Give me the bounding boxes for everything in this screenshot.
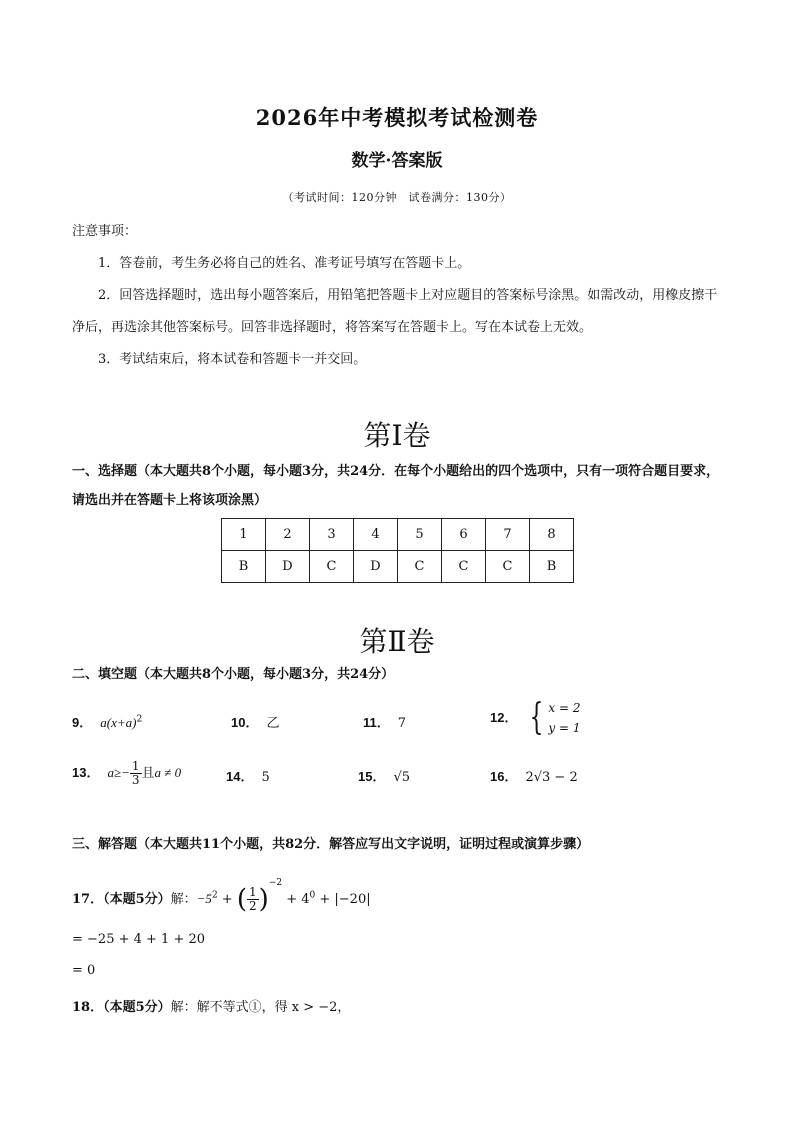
- expr-op: +: [217, 892, 237, 907]
- denominator: 3: [131, 773, 140, 787]
- question-number: 13．: [72, 765, 100, 780]
- q18-line: [72, 996, 350, 1015]
- fraction: [130, 760, 142, 787]
- table-cell: 6: [442, 519, 486, 551]
- q17-line: [72, 878, 371, 915]
- question-label: 18．（本题5分）: [72, 1000, 171, 1015]
- question-label: 17．（本题5分）: [72, 892, 171, 907]
- question-number: 14．: [226, 769, 254, 784]
- answer-table: [221, 518, 574, 583]
- fill-q12: [490, 698, 580, 738]
- table-cell: D: [354, 551, 398, 583]
- question-number: 12．: [490, 709, 518, 725]
- denominator: 2: [249, 899, 257, 913]
- paren-icon: ): [258, 884, 269, 915]
- fill-q10: [231, 712, 279, 731]
- exponent: −2: [268, 878, 283, 888]
- answer-text: 乙: [266, 716, 280, 731]
- fill-q11: [363, 712, 406, 731]
- q17-step-1: = −25 + 4 + 1 + 20: [72, 932, 206, 947]
- question-number: 15．: [358, 769, 386, 784]
- exponent: 0: [309, 890, 316, 901]
- table-cell: 7: [486, 519, 530, 551]
- fill-q9: [72, 712, 142, 731]
- question-number: 11．: [363, 715, 390, 730]
- answer-text: 7: [397, 716, 407, 731]
- question-number: 10．: [231, 715, 259, 730]
- fill-q16: [490, 766, 578, 785]
- answer-text: 解：解不等式①，得 x > −2，: [170, 1000, 351, 1015]
- notice-item-1: 1．答卷前，考生务必将自己的姓名、准考证号填写在答题卡上。: [98, 256, 471, 271]
- answer-text: a≥−: [107, 765, 130, 780]
- table-cell: 5: [398, 519, 442, 551]
- answer-text: 5: [261, 770, 270, 785]
- fraction: [247, 886, 259, 913]
- fill-q14: [226, 766, 270, 785]
- brace-icon: {: [530, 697, 544, 738]
- fill-q13: [72, 760, 181, 787]
- equation-system: [548, 698, 580, 738]
- part2-title: 第Ⅱ卷: [359, 625, 435, 658]
- answer-text: a(x+a): [100, 715, 137, 730]
- table-cell: 3: [310, 519, 354, 551]
- equation-line: x = 2: [548, 701, 581, 715]
- table-cell: C: [486, 551, 530, 583]
- paren-icon: (: [236, 884, 247, 915]
- fill-heading: 二、填空题（本大题共8个小题，每小题3分，共24分）: [72, 667, 395, 682]
- answer-text: 2√3 − 2: [525, 770, 578, 785]
- numerator: 1: [249, 885, 257, 899]
- exponent: 2: [136, 714, 143, 725]
- numerator: 1: [131, 759, 140, 773]
- page-title: 2026年中考模拟考试检测卷: [255, 105, 539, 130]
- fill-q15: [358, 766, 410, 785]
- notice-heading: 注意事项：: [72, 224, 138, 239]
- answer-text: 且: [141, 766, 155, 781]
- notice-item-3: 3．考试结束后，将本试卷和答题卡一并交回。: [98, 352, 367, 367]
- table-cell: C: [442, 551, 486, 583]
- question-number: 16．: [490, 769, 518, 784]
- page-subtitle: 数学·答案版: [351, 151, 443, 171]
- q17-step-2: = 0: [72, 963, 96, 978]
- table-cell: 4: [354, 519, 398, 551]
- answer-table-row-numbers: [222, 519, 574, 551]
- part1-title: 第Ⅰ卷: [363, 419, 431, 452]
- table-cell: B: [222, 551, 266, 583]
- answer-lead: 解：: [170, 892, 197, 907]
- table-cell: 8: [530, 519, 574, 551]
- answer-table-row-answers: [222, 551, 574, 583]
- expr-op: + |−20|: [315, 892, 371, 907]
- choice-heading: 一、选择题（本大题共8个小题，每小题3分，共24分．在每个小题给出的四个选项中，只有一项符合题目要求，请选出并在答题卡上将该项涂黑）: [72, 464, 720, 508]
- equation-line: y = 1: [548, 721, 581, 735]
- expr-op: + 4: [282, 892, 310, 907]
- question-number: 9．: [72, 715, 93, 730]
- solve-heading: 三、解答题（本大题共11个小题，共82分．解答应写出文字说明，证明过程或演算步骤）: [72, 837, 590, 852]
- table-cell: 2: [266, 519, 310, 551]
- exam-info: （考试时间：120分钟 试卷满分：130分）: [282, 191, 512, 204]
- table-cell: D: [266, 551, 310, 583]
- table-cell: B: [530, 551, 574, 583]
- expr-term: −5: [196, 891, 212, 906]
- table-cell: C: [310, 551, 354, 583]
- exponent: 2: [211, 890, 218, 901]
- table-cell: C: [398, 551, 442, 583]
- answer-text: a ≠ 0: [154, 765, 182, 780]
- table-cell: 1: [222, 519, 266, 551]
- notice-item-2: 2．回答选择题时，选出每小题答案后，用铅笔把答题卡上对应题目的答案标号涂黑。如需改动，用橡皮擦干净后，再选涂其他答案标号。回答非选择题时，将答案写在答题卡上。写在本试卷上无效。: [72, 288, 718, 335]
- answer-text: √5: [393, 770, 411, 785]
